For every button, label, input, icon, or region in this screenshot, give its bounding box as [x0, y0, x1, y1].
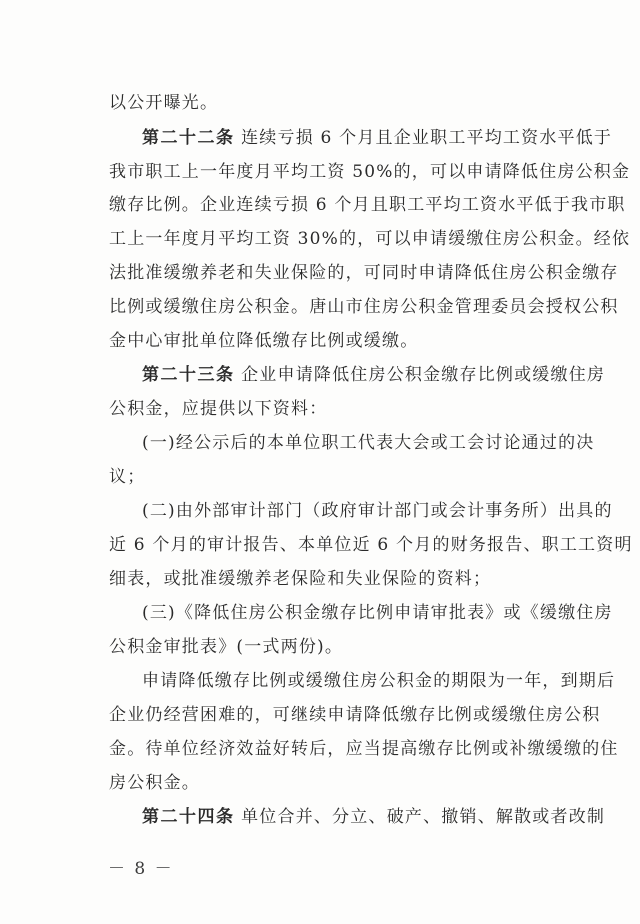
article-22-first-line: 第二十二条 连续亏损 6 个月且企业职工平均工资水平低于 [142, 128, 613, 148]
text-line: 企业仍经营困难的，可继续申请降低缴存比例或缓缴住房公积 [109, 705, 601, 725]
text-line: (三)《降低住房公积金缴存比例申请审批表》或《缓缴住房 [142, 603, 613, 623]
page-number: － 8 － [108, 859, 174, 879]
text-line: 细表，或批准缓缴养老保险和失业保险的资料； [109, 569, 492, 589]
article-heading: 第二十二条 [142, 128, 235, 148]
text-line: 公积金审批表》(一式两份)。 [109, 637, 344, 657]
text-line: 缴存比例。企业连续亏损 6 个月且职工平均工资水平低于我市职 [109, 195, 626, 215]
text-line: 金。待单位经济效益好转后，应当提高缴存比例或补缴缓缴的住 [109, 739, 619, 759]
text-line: 金中心审批单位降低缴存比例或缓缴。 [109, 331, 419, 351]
text-line: 申请降低缴存比例或缓缴住房公积金的期限为一年，到期后 [142, 671, 616, 691]
text-line: 以公开曝光。 [109, 93, 219, 113]
article-23-first-line: 第二十三条 企业申请降低住房公积金缴存比例或缓缴住房 [142, 365, 606, 385]
text-line: 工上一年度月平均工资 30%的，可以申请缓缴住房公积金。经依 [109, 229, 631, 249]
text-line: (一)经公示后的本单位职工代表大会或工会讨论通过的决 [142, 433, 595, 453]
text-line: (二)由外部审计部门（政府审计部门或会计事务所）出具的 [142, 501, 613, 521]
article-heading: 第二十四条 [142, 807, 235, 827]
text-line: 房公积金。 [109, 773, 200, 793]
article-24-first-line: 第二十四条 单位合并、分立、破产、撤销、解散或者改制 [142, 807, 606, 827]
text-line: 议； [109, 467, 146, 487]
text-line: 公积金，应提供以下资料： [109, 399, 328, 419]
text-line: 我市职工上一年度月平均工资 50%的，可以申请降低住房公积金 [109, 162, 631, 182]
text-line: 法批准缓缴养老和失业保险的，可同时申请降低住房公积金缴存 [109, 263, 619, 283]
article-heading: 第二十三条 [142, 365, 235, 385]
text-line: 比例或缓缴住房公积金。唐山市住房公积金管理委员会授权公积 [109, 297, 619, 317]
text-line: 近 6 个月的审计报告、本单位近 6 个月的财务报告、职工工资明 [109, 535, 633, 555]
